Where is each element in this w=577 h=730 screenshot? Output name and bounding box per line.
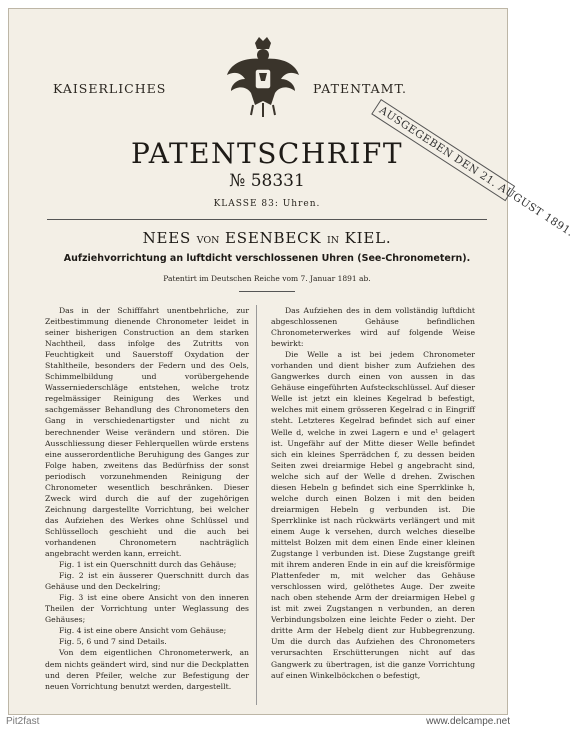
inventor-in: IN [326,235,340,246]
invention-title: Aufziehvorrichtung an luftdicht verschlossenen Uhren (See-Chronometern). [63,253,471,264]
imperial-eagle-emblem [225,35,301,121]
text-column-right [271,305,475,681]
inventor-city: KIEL. [344,229,392,247]
paragraph: Die Welle a ist bei jedem Chronometer vorhanden und dient bisher zum Aufziehen des Gangwerkes durch einen von aussen in das Gehäuse eingeführten Aufsteckschlüssel. Auf dieser Welle ist jetzt ein kleines Kegelrad b befestigt, welches mit einem grösseren Kegelrad c in Eingriff steht. Letzteres Kegelrad befindet sich auf einer Welle d, welche in zwei Lagern e und e¹ gelagert ist. Ungefähr auf der Mitte dieser Welle befindet sich ein kleines Sperrädchen f, zu dessen beiden Seiten zwei dreiarmige Hebel g angebracht sind, welche sich auf der Welle d drehen. Zwischen diesen Hebeln g befindet sich eine Sperrklinke h, welche durch einen Bolzen i mit den beiden dreiarmigen Hebeln g verbunden ist. Die Sperrklinke ist nach rückwärts verlängert und mit einem Auge k versehen, durch welches dieselbe mittelst Bolzen mit dem einen Ende einer kleinen Zugstange l verbunden ist. Diese Zugstange greift mit ihrem anderen Ende in ein auf die kreisförmige Plattenfeder m, mit welcher das Gehäuse verschlossen wird, gelöthetes Auge. Der zweite nach oben stehende Arm der dreiarmigen Hebel g ist mit zwei Zugstangen n verbunden, an deren Verbindungsbolzen eine leichte Feder o zieht. Der dritte Arm der Hebelg dient zur Hubbegrenzung. Um die durch das Aufziehen des Chronometers verursachten Erschütterungen nicht auf das Gangwerk zu übertragen, ist die ganze Vorrichtung auf einen Winkelböckchen o befestigt, [271,350,475,680]
paragraph: Fig. 1 ist ein Querschnitt durch das Gehäuse; [59,560,237,570]
paragraph: Fig. 2 ist ein äusserer Querschnitt durch das Gehäuse und den Deckelring; [45,571,249,592]
inventor-line [9,229,525,247]
inventor-name: NEES [142,229,192,247]
column-divider [256,305,257,705]
divider-rule [47,219,487,220]
header-right: PATENTAMT. [313,81,407,96]
header-left: KAISERLICHES [53,81,167,96]
patent-class: KLASSE 83: Uhren. [213,199,321,209]
paragraph: Fig. 4 ist eine obere Ansicht vom Gehäuse; [59,626,227,636]
issue-date-stamp: AUSGEGEBEN DEN 21. AUGUST 1891. [371,99,515,201]
document-page [8,8,576,715]
document-title: PATENTSCHRIFT [130,137,404,170]
text-column-left [45,305,249,692]
inventor-surname: ESENBECK [225,229,322,247]
seller-watermark: Pit2fast [6,716,40,727]
paragraph: Fig. 3 ist eine obere Ansicht von den inneren Theilen der Vorrichtung unter Weglassung des Gehäuses; [45,593,249,625]
inventor-particle: VON [196,235,220,246]
paragraph: Von dem eigentlichen Chronometerwerk, an dem nichts geändert wird, sind nur die Deckplatten und deren Pfeiler, welche zur Befestigung der neuen Vorrichtung benutzt werden, dargestellt. [45,648,249,691]
paragraph: Fig. 5, 6 und 7 sind Details. [59,637,167,647]
site-watermark: www.delcampe.net [426,716,510,727]
footer-bar [0,715,516,730]
paragraph: Das Aufziehen des in dem vollständig luftdicht abgeschlossenen Gehäuse befindlichen Chronometerwerkes wird auf folgende Weise bewirkt: [271,306,475,349]
patent-date: Patentirt im Deutschen Reiche vom 7. Januar 1891 ab. [163,274,371,283]
paragraph: Das in der Schifffahrt unentbehrliche, zur Zeitbestimmung dienende Chronometer leidet in seiner bisherigen Construction an dem starken Nachtheil, dass infolge des Zutritts von Feuchtigkeit und Sauerstoff Oxydation der Stahltheile, besonders der Federn und des Oels, Schimmelbildung und vorübergehende Wasserniederschläge entstehen, welche trotz regelmässiger Reinigung des Werkes und sachgemässer Behandlung des Chronometers den Gang in verschiedenartigster und nicht zu berechnender Weise verändern und stören. Die Ausschliessung dieser Fehlerquellen würde erstens eine ausserordentliche Beruhigung des Ganges zur Folge haben, zweitens das Bedürfniss der sonst periodisch vorzunehmenden Reinigung der Chronometer wesentlich beschränken. Dieser Zweck wird durch die auf der zugehörigen Zeichnung dargestellte Vorrichtung, bei welcher das Aufziehen des Werkes ohne Schlüssel und Schlüsselloch geschieht und die auch bei vorhandenen Chronometern nachträglich angebracht werden kann, erreicht. [45,306,249,559]
short-rule [239,291,295,292]
patent-number: № 58331 [229,171,305,191]
